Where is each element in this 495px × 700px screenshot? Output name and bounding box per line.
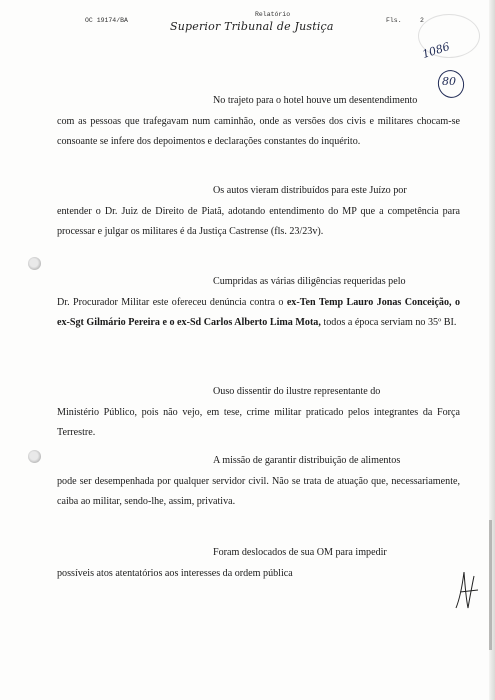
paragraph-2 xyxy=(57,181,460,243)
paragraph-3 xyxy=(57,272,460,334)
section-label: Relatório xyxy=(255,11,291,18)
punch-hole-bottom xyxy=(28,450,41,463)
scan-edge-shadow xyxy=(489,520,492,650)
handwritten-folio-number: 1086 xyxy=(420,39,452,62)
handwritten-circled-number: 80 xyxy=(442,75,456,88)
punch-hole-top xyxy=(28,257,41,270)
page-label: Fls. xyxy=(386,17,402,24)
paragraph-3-body xyxy=(57,293,460,334)
paragraph-6-first-line: Foram deslocados de sua OM para impedir xyxy=(213,547,387,558)
paragraph-6 xyxy=(57,543,447,584)
paragraph-4-first-line: Ouso dissentir do ilustre representante do xyxy=(213,386,381,397)
paragraph-6-body: possíveis atos atentatórios aos interesses da ordem pública xyxy=(57,567,293,579)
page-number: 2 xyxy=(420,17,424,24)
paragraph-1 xyxy=(57,91,460,153)
handwritten-initials xyxy=(452,568,482,612)
paragraph-2-body: entender o Dr. Juiz de Direito de Piatã, adotando entendimento do MP que a competência para processar e julgar os militares é da Justiça Castrense (fls. 23/23v). xyxy=(57,205,460,238)
court-name: Superior Tribunal de Justiça xyxy=(170,20,334,33)
paragraph-5-first-line: A missão de garantir distribuição de alimentos xyxy=(213,455,401,466)
paragraph-2-first-line: Os autos vieram distribuídos para este Juízo por xyxy=(213,185,407,196)
paragraph-4-body: Ministério Público, pois não vejo, em tese, crime militar praticado pelos integrantes da Força Terrestre. xyxy=(57,406,460,439)
paragraph-1-first-line: No trajeto para o hotel houve um desentendimento xyxy=(213,95,418,106)
case-reference: OC 19174/BA xyxy=(85,17,128,24)
paragraph-1-body: com as pessoas que trafegavam num caminhão, onde as versões dos civis e militares chocam-se consoante se infere dos depoimentos e declarações constantes do inquérito. xyxy=(57,115,460,148)
paragraph-5-body: pode ser desempenhada por qualquer servidor civil. Não se trata de atuação que, necessariamente, caiba ao militar, sendo-lhe, assim, privativa. xyxy=(57,475,460,508)
paragraph-4 xyxy=(57,382,460,444)
paragraph-3-tail: todos a época serviam no 35º BI. xyxy=(323,317,457,329)
paragraph-5 xyxy=(57,451,460,513)
defendants-names: ex-Ten Temp Lauro Jonas Conceição, o ex-Sgt Gilmário Pereira e o ex-Sd Carlos Alberto Lima Mota, xyxy=(57,296,460,329)
paragraph-3-line-2: Dr. Procurador Militar este ofereceu denúncia contra o xyxy=(57,296,284,308)
paragraph-3-first-line: Cumpridas as várias diligências requeridas pelo xyxy=(213,276,406,287)
